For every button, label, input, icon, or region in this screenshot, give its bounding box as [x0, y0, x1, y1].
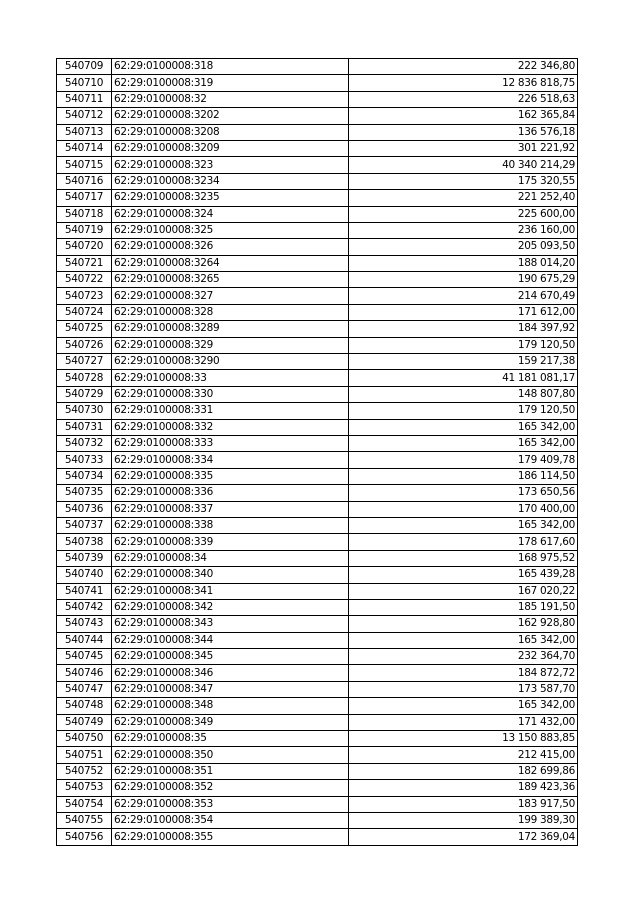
- cadastral-number-cell: 62:29:0100008:338: [112, 517, 349, 533]
- table-row: [57, 337, 578, 353]
- table-row: [57, 124, 578, 140]
- table-row: [57, 829, 578, 845]
- cadastral-value-cell: 226 518,63: [349, 91, 578, 107]
- row-number-cell: 540753: [57, 780, 112, 796]
- table-row: [57, 157, 578, 173]
- cadastral-number-cell: 62:29:0100008:3264: [112, 255, 349, 271]
- cadastral-number-cell: 62:29:0100008:337: [112, 501, 349, 517]
- cadastral-number-cell: 62:29:0100008:339: [112, 534, 349, 550]
- cadastral-value-table: [56, 58, 578, 846]
- cadastral-value-cell: 165 342,00: [349, 419, 578, 435]
- row-number-cell: 540731: [57, 419, 112, 435]
- row-number-cell: 540730: [57, 403, 112, 419]
- table-row: [57, 583, 578, 599]
- row-number-cell: 540716: [57, 173, 112, 189]
- row-number-cell: 540711: [57, 91, 112, 107]
- row-number-cell: 540729: [57, 386, 112, 402]
- cadastral-number-cell: 62:29:0100008:341: [112, 583, 349, 599]
- table-row: [57, 403, 578, 419]
- cadastral-value-cell: 184 872,72: [349, 665, 578, 681]
- cadastral-number-cell: 62:29:0100008:332: [112, 419, 349, 435]
- table-row: [57, 616, 578, 632]
- table-row: [57, 812, 578, 828]
- cadastral-value-cell: 159 217,38: [349, 354, 578, 370]
- cadastral-number-cell: 62:29:0100008:3208: [112, 124, 349, 140]
- cadastral-value-cell: 171 612,00: [349, 304, 578, 320]
- cadastral-number-cell: 62:29:0100008:331: [112, 403, 349, 419]
- table-row: [57, 59, 578, 75]
- row-number-cell: 540724: [57, 304, 112, 320]
- row-number-cell: 540732: [57, 435, 112, 451]
- row-number-cell: 540756: [57, 829, 112, 845]
- cadastral-number-cell: 62:29:0100008:3290: [112, 354, 349, 370]
- cadastral-number-cell: 62:29:0100008:352: [112, 780, 349, 796]
- table-row: [57, 632, 578, 648]
- table-row: [57, 681, 578, 697]
- cadastral-number-cell: 62:29:0100008:349: [112, 714, 349, 730]
- cadastral-number-cell: 62:29:0100008:325: [112, 222, 349, 238]
- row-number-cell: 540721: [57, 255, 112, 271]
- table-row: [57, 75, 578, 91]
- cadastral-value-cell: 162 928,80: [349, 616, 578, 632]
- row-number-cell: 540738: [57, 534, 112, 550]
- cadastral-value-cell: 13 150 883,85: [349, 731, 578, 747]
- table-row: [57, 222, 578, 238]
- cadastral-value-cell: 188 014,20: [349, 255, 578, 271]
- row-number-cell: 540746: [57, 665, 112, 681]
- cadastral-number-cell: 62:29:0100008:3289: [112, 321, 349, 337]
- cadastral-number-cell: 62:29:0100008:3235: [112, 190, 349, 206]
- cadastral-value-cell: 182 699,86: [349, 763, 578, 779]
- table-body: [57, 59, 578, 846]
- cadastral-value-cell: 199 389,30: [349, 812, 578, 828]
- table-row: [57, 386, 578, 402]
- cadastral-value-cell: 225 600,00: [349, 206, 578, 222]
- row-number-cell: 540750: [57, 731, 112, 747]
- table-row: [57, 288, 578, 304]
- row-number-cell: 540737: [57, 517, 112, 533]
- row-number-cell: 540744: [57, 632, 112, 648]
- table-row: [57, 435, 578, 451]
- row-number-cell: 540748: [57, 698, 112, 714]
- cadastral-number-cell: 62:29:0100008:319: [112, 75, 349, 91]
- cadastral-value-cell: 186 114,50: [349, 468, 578, 484]
- cadastral-number-cell: 62:29:0100008:343: [112, 616, 349, 632]
- cadastral-value-cell: 222 346,80: [349, 59, 578, 75]
- cadastral-number-cell: 62:29:0100008:348: [112, 698, 349, 714]
- row-number-cell: 540720: [57, 239, 112, 255]
- cadastral-value-cell: 162 365,84: [349, 108, 578, 124]
- table-row: [57, 517, 578, 533]
- cadastral-value-cell: 178 617,60: [349, 534, 578, 550]
- cadastral-value-cell: 189 423,36: [349, 780, 578, 796]
- row-number-cell: 540751: [57, 747, 112, 763]
- cadastral-value-cell: 232 364,70: [349, 649, 578, 665]
- row-number-cell: 540755: [57, 812, 112, 828]
- table-row: [57, 747, 578, 763]
- row-number-cell: 540717: [57, 190, 112, 206]
- table-row: [57, 370, 578, 386]
- row-number-cell: 540723: [57, 288, 112, 304]
- cadastral-value-cell: 168 975,52: [349, 550, 578, 566]
- row-number-cell: 540747: [57, 681, 112, 697]
- cadastral-value-cell: 185 191,50: [349, 599, 578, 615]
- cadastral-value-cell: 175 320,55: [349, 173, 578, 189]
- table-row: [57, 140, 578, 156]
- cadastral-number-cell: 62:29:0100008:327: [112, 288, 349, 304]
- row-number-cell: 540740: [57, 567, 112, 583]
- cadastral-value-cell: 214 670,49: [349, 288, 578, 304]
- row-number-cell: 540715: [57, 157, 112, 173]
- cadastral-value-cell: 179 409,78: [349, 452, 578, 468]
- table-row: [57, 649, 578, 665]
- table-row: [57, 714, 578, 730]
- table-row: [57, 419, 578, 435]
- cadastral-value-cell: 148 807,80: [349, 386, 578, 402]
- table-row: [57, 698, 578, 714]
- row-number-cell: 540739: [57, 550, 112, 566]
- row-number-cell: 540728: [57, 370, 112, 386]
- table-row: [57, 665, 578, 681]
- cadastral-number-cell: 62:29:0100008:324: [112, 206, 349, 222]
- cadastral-value-cell: 165 342,00: [349, 698, 578, 714]
- cadastral-number-cell: 62:29:0100008:318: [112, 59, 349, 75]
- table-row: [57, 731, 578, 747]
- cadastral-number-cell: 62:29:0100008:350: [112, 747, 349, 763]
- table-row: [57, 780, 578, 796]
- cadastral-value-cell: 179 120,50: [349, 403, 578, 419]
- table-row: [57, 452, 578, 468]
- cadastral-number-cell: 62:29:0100008:3202: [112, 108, 349, 124]
- row-number-cell: 540754: [57, 796, 112, 812]
- table-row: [57, 550, 578, 566]
- table-row: [57, 255, 578, 271]
- table-row: [57, 534, 578, 550]
- cadastral-number-cell: 62:29:0100008:354: [112, 812, 349, 828]
- table-row: [57, 599, 578, 615]
- row-number-cell: 540726: [57, 337, 112, 353]
- table-row: [57, 304, 578, 320]
- cadastral-number-cell: 62:29:0100008:340: [112, 567, 349, 583]
- cadastral-value-cell: 184 397,92: [349, 321, 578, 337]
- table-row: [57, 206, 578, 222]
- cadastral-number-cell: 62:29:0100008:3209: [112, 140, 349, 156]
- cadastral-number-cell: 62:29:0100008:333: [112, 435, 349, 451]
- cadastral-value-cell: 205 093,50: [349, 239, 578, 255]
- cadastral-value-cell: 167 020,22: [349, 583, 578, 599]
- row-number-cell: 540725: [57, 321, 112, 337]
- cadastral-value-cell: 12 836 818,75: [349, 75, 578, 91]
- cadastral-value-cell: 301 221,92: [349, 140, 578, 156]
- cadastral-number-cell: 62:29:0100008:323: [112, 157, 349, 173]
- cadastral-number-cell: 62:29:0100008:355: [112, 829, 349, 845]
- row-number-cell: 540752: [57, 763, 112, 779]
- cadastral-number-cell: 62:29:0100008:33: [112, 370, 349, 386]
- cadastral-value-cell: 165 342,00: [349, 632, 578, 648]
- cadastral-number-cell: 62:29:0100008:353: [112, 796, 349, 812]
- cadastral-number-cell: 62:29:0100008:32: [112, 91, 349, 107]
- row-number-cell: 540745: [57, 649, 112, 665]
- row-number-cell: 540713: [57, 124, 112, 140]
- row-number-cell: 540714: [57, 140, 112, 156]
- cadastral-value-cell: 179 120,50: [349, 337, 578, 353]
- cadastral-number-cell: 62:29:0100008:334: [112, 452, 349, 468]
- cadastral-value-cell: 40 340 214,29: [349, 157, 578, 173]
- table-row: [57, 272, 578, 288]
- cadastral-value-cell: 165 342,00: [349, 435, 578, 451]
- row-number-cell: 540743: [57, 616, 112, 632]
- cadastral-value-cell: 221 252,40: [349, 190, 578, 206]
- cadastral-number-cell: 62:29:0100008:336: [112, 485, 349, 501]
- table-row: [57, 501, 578, 517]
- row-number-cell: 540710: [57, 75, 112, 91]
- cadastral-value-cell: 190 675,29: [349, 272, 578, 288]
- row-number-cell: 540722: [57, 272, 112, 288]
- cadastral-value-cell: 236 160,00: [349, 222, 578, 238]
- cadastral-number-cell: 62:29:0100008:328: [112, 304, 349, 320]
- table-row: [57, 796, 578, 812]
- cadastral-number-cell: 62:29:0100008:344: [112, 632, 349, 648]
- cadastral-number-cell: 62:29:0100008:345: [112, 649, 349, 665]
- row-number-cell: 540733: [57, 452, 112, 468]
- table-row: [57, 239, 578, 255]
- cadastral-number-cell: 62:29:0100008:3234: [112, 173, 349, 189]
- table-row: [57, 321, 578, 337]
- table-row: [57, 173, 578, 189]
- cadastral-value-cell: 171 432,00: [349, 714, 578, 730]
- cadastral-number-cell: 62:29:0100008:34: [112, 550, 349, 566]
- cadastral-number-cell: 62:29:0100008:346: [112, 665, 349, 681]
- row-number-cell: 540735: [57, 485, 112, 501]
- cadastral-number-cell: 62:29:0100008:329: [112, 337, 349, 353]
- table-row: [57, 567, 578, 583]
- row-number-cell: 540709: [57, 59, 112, 75]
- cadastral-number-cell: 62:29:0100008:351: [112, 763, 349, 779]
- cadastral-number-cell: 62:29:0100008:347: [112, 681, 349, 697]
- cadastral-value-cell: 173 587,70: [349, 681, 578, 697]
- cadastral-number-cell: 62:29:0100008:3265: [112, 272, 349, 288]
- row-number-cell: 540727: [57, 354, 112, 370]
- table-row: [57, 190, 578, 206]
- row-number-cell: 540719: [57, 222, 112, 238]
- cadastral-number-cell: 62:29:0100008:342: [112, 599, 349, 615]
- cadastral-value-cell: 183 917,50: [349, 796, 578, 812]
- cadastral-value-cell: 170 400,00: [349, 501, 578, 517]
- cadastral-number-cell: 62:29:0100008:335: [112, 468, 349, 484]
- row-number-cell: 540736: [57, 501, 112, 517]
- cadastral-number-cell: 62:29:0100008:326: [112, 239, 349, 255]
- row-number-cell: 540718: [57, 206, 112, 222]
- cadastral-number-cell: 62:29:0100008:330: [112, 386, 349, 402]
- row-number-cell: 540734: [57, 468, 112, 484]
- cadastral-value-cell: 212 415,00: [349, 747, 578, 763]
- table-row: [57, 763, 578, 779]
- cadastral-value-cell: 136 576,18: [349, 124, 578, 140]
- table-row: [57, 485, 578, 501]
- table-row: [57, 354, 578, 370]
- table-row: [57, 91, 578, 107]
- cadastral-number-cell: 62:29:0100008:35: [112, 731, 349, 747]
- cadastral-value-cell: 165 342,00: [349, 517, 578, 533]
- table-row: [57, 468, 578, 484]
- row-number-cell: 540742: [57, 599, 112, 615]
- row-number-cell: 540712: [57, 108, 112, 124]
- table-row: [57, 108, 578, 124]
- cadastral-value-cell: 173 650,56: [349, 485, 578, 501]
- row-number-cell: 540741: [57, 583, 112, 599]
- row-number-cell: 540749: [57, 714, 112, 730]
- cadastral-value-cell: 165 439,28: [349, 567, 578, 583]
- cadastral-value-cell: 41 181 081,17: [349, 370, 578, 386]
- cadastral-value-cell: 172 369,04: [349, 829, 578, 845]
